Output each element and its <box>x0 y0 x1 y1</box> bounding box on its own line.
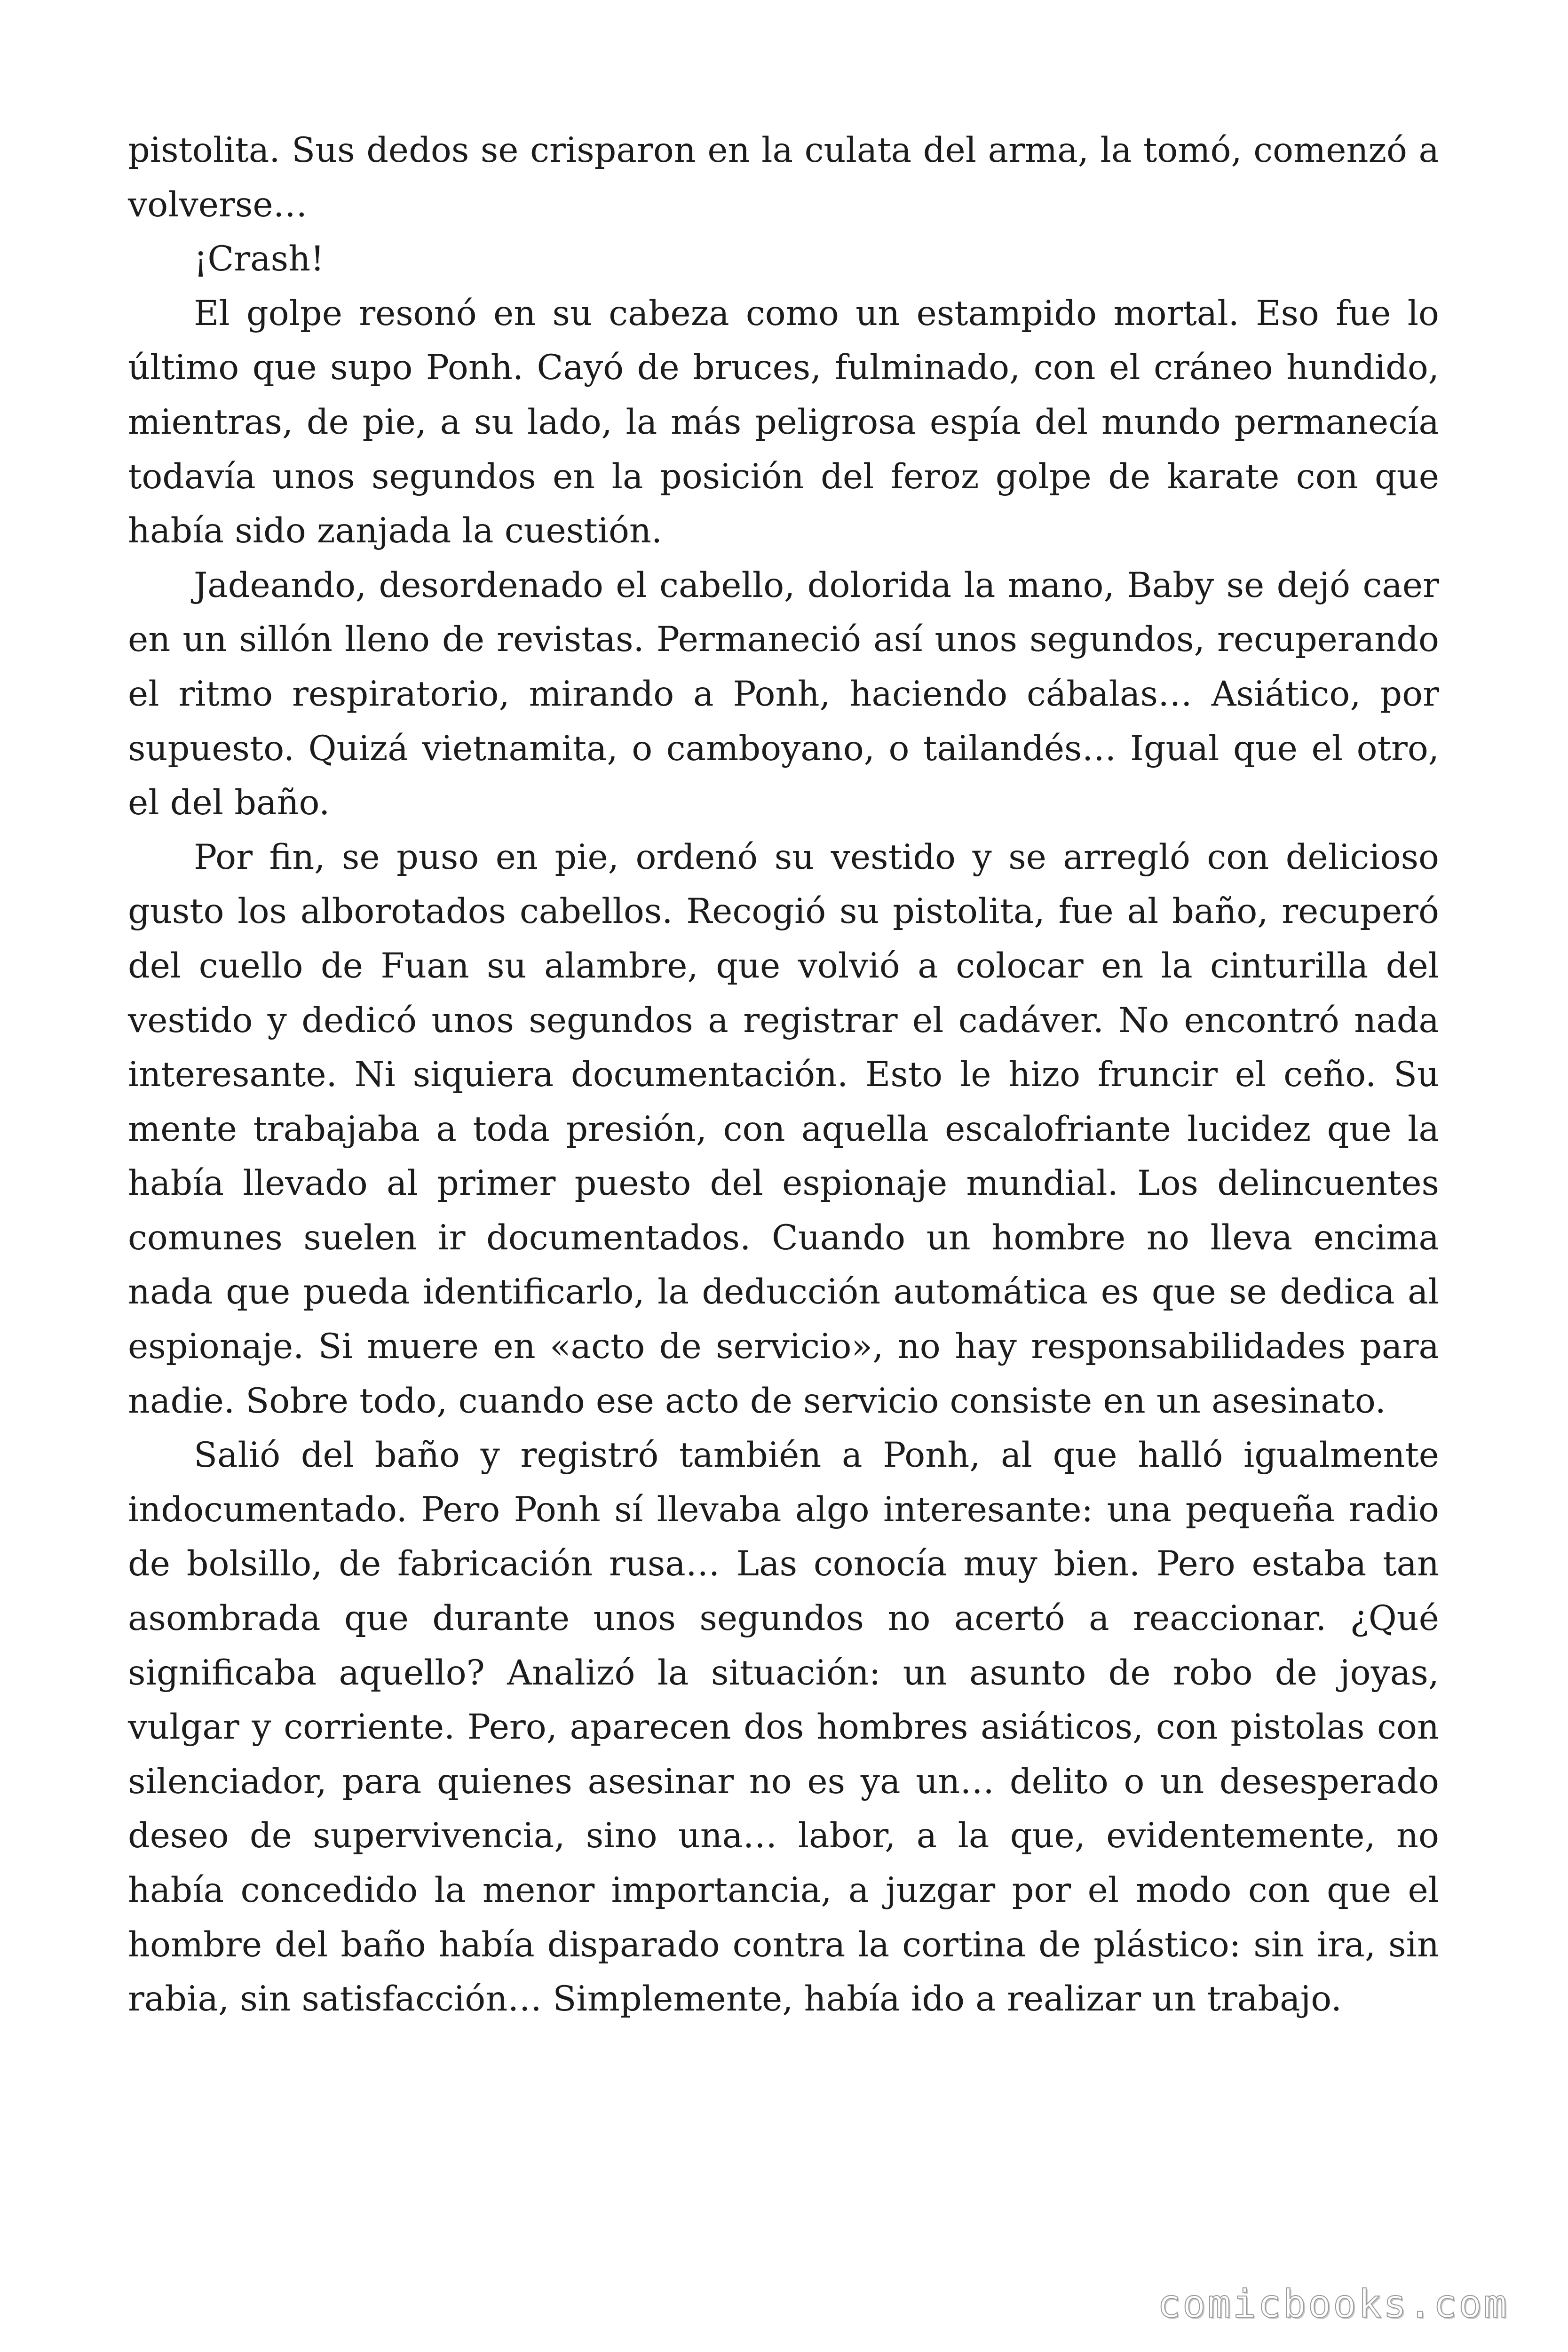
paragraph-crash: ¡Crash! <box>194 239 325 279</box>
paragraph-golpe: El golpe resonó en su cabeza como un estampido mortal. Eso fue lo último que supo Ponh. Cayó de bruces, fulminado, con el cráneo hundido, mientras, de pie, a su lado, la más peligrosa espía del mundo permanecía todavía unos segundos en la posición del feroz golpe de karate con que había sido zanjada la cuestión. <box>128 293 1439 551</box>
paragraph-salio: Salió del baño y registró también a Ponh, al que halló igualmente indocumentado. Pero Ponh sí llevaba algo interesante: una pequeña radio de bolsillo, de fabricación rusa… Las conocía muy bien. Pero estaba tan asombrada que durante unos segundos no acertó a reaccionar. ¿Qué significaba aquello? Analizó la situación: un asunto de robo de joyas, vulgar y corriente. Pero, aparecen dos hombres asiáticos, con pistolas con silenciador, para quienes asesinar no es ya un… delito o un desesperado deseo de supervivencia, sino una… labor, a la que, evidentemente, no había concedido la menor importancia, a juzgar por el modo con que el hombre del baño había disparado contra la cortina de plástico: sin ira, sin rabia, sin satisfacción… Simplemente, había ido a realizar un trabajo. <box>128 1435 1439 2019</box>
paragraph-por-fin: Por fin, se puso en pie, ordenó su vestido y se arregló con delicioso gusto los alborotados cabellos. Recogió su pistolita, fue al baño, recuperó del cuello de Fuan su alambre, que volvió a colocar en la cinturilla del vestido y dedicó unos segundos a registrar el cadáver. No encontró nada interesante. Ni siquiera documentación. Esto le hizo fruncir el ceño. Su mente trabajaba a toda presión, con aquella escalofriante lucidez que la había llevado al primer puesto del espionaje mundial. Los delincuentes comunes suelen ir documentados. Cuando un hombre no lleva encima nada que pueda identificarlo, la deducción automática es que se dedica al espionaje. Si muere en «acto de servicio», no hay responsabilidades para nadie. Sobre todo, cuando ese acto de servicio consiste en un asesinato. <box>128 837 1439 1421</box>
paragraph-continuation: pistolita. Sus dedos se crisparon en la culata del arma, la tomó, comenzó a volverse… <box>128 130 1439 225</box>
watermark-logo: comicbooks.com <box>1157 2282 1509 2327</box>
paragraph-jadeando: Jadeando, desordenado el cabello, dolorida la mano, Baby se dejó caer en un sillón lleno de revistas. Permaneció así unos segundos, recuperando el ritmo respiratorio, mirando a Ponh, haciendo cábalas… Asiático, por supuesto. Quizá vietnamita, o camboyano, o tailandés… Igual que el otro, el del baño. <box>128 565 1439 823</box>
page-text <box>128 123 1439 2026</box>
